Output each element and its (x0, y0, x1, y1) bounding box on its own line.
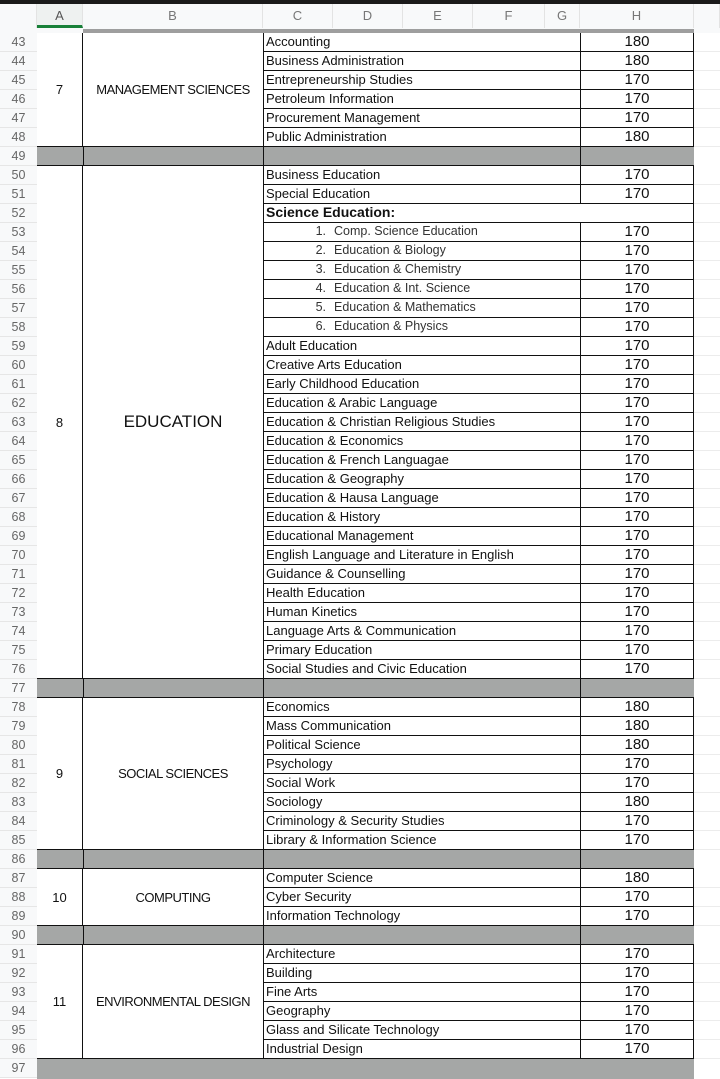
course-cell[interactable]: Fine Arts (263, 983, 581, 1002)
row-number[interactable]: 91 (0, 945, 37, 964)
gridline (694, 393, 720, 394)
row-number[interactable]: 93 (0, 983, 37, 1002)
score-cell[interactable]: 170 (581, 299, 694, 318)
score-cell[interactable]: 170 (581, 641, 694, 660)
row-number[interactable]: 63 (0, 413, 37, 432)
course-cell[interactable] (263, 261, 581, 280)
column-header-b[interactable]: B (83, 4, 263, 28)
course-cell[interactable]: Social Work (263, 774, 581, 793)
cell-border (580, 147, 581, 166)
gridline (694, 830, 720, 831)
gridline (694, 1001, 720, 1002)
cell-border (83, 679, 84, 698)
course-cell[interactable]: Public Administration (263, 128, 581, 147)
row-number[interactable]: 74 (0, 622, 37, 641)
row-number[interactable]: 72 (0, 584, 37, 603)
course-cell[interactable]: Education & French Languagae (263, 451, 581, 470)
score-cell[interactable]: 170 (581, 812, 694, 831)
score-cell[interactable]: 170 (581, 1021, 694, 1040)
cell-border (83, 147, 84, 166)
gridline (694, 526, 720, 527)
row-number[interactable]: 87 (0, 869, 37, 888)
column-header-h[interactable]: H (580, 4, 694, 28)
course-cell[interactable]: Mass Communication (263, 717, 581, 736)
course-cell[interactable]: Building (263, 964, 581, 983)
gridline (694, 621, 720, 622)
row-number[interactable]: 78 (0, 698, 37, 717)
course-name: Education & Physics (334, 319, 448, 333)
gridline (694, 849, 720, 850)
score-cell[interactable]: 170 (581, 831, 694, 850)
row-number[interactable]: 55 (0, 261, 37, 280)
score-cell[interactable]: 170 (581, 755, 694, 774)
row-number[interactable]: 88 (0, 888, 37, 907)
column-header-e[interactable]: E (403, 4, 473, 28)
score-cell[interactable]: 180 (581, 793, 694, 812)
gridline (694, 773, 720, 774)
gridline (694, 811, 720, 812)
row-number[interactable]: 76 (0, 660, 37, 679)
faculty-name-cell[interactable]: EDUCATION (83, 166, 264, 679)
faculty-name-cell[interactable]: COMPUTING (83, 869, 264, 926)
row-number[interactable]: 89 (0, 907, 37, 926)
column-header-d[interactable]: D (333, 4, 403, 28)
course-cell[interactable] (263, 223, 581, 242)
row-number[interactable]: 46 (0, 90, 37, 109)
gridline (694, 602, 720, 603)
gridline (694, 51, 720, 52)
cell-border (263, 679, 264, 698)
gridline (694, 222, 720, 223)
score-cell[interactable]: 170 (581, 622, 694, 641)
course-cell[interactable]: Sociology (263, 793, 581, 812)
gridline (694, 1058, 720, 1059)
score-cell[interactable]: 170 (581, 318, 694, 337)
row-number[interactable]: 84 (0, 812, 37, 831)
faculty-name-cell[interactable]: MANAGEMENT SCIENCES (83, 33, 264, 147)
course-cell[interactable]: Political Science (263, 736, 581, 755)
gridline (694, 963, 720, 964)
column-header-f[interactable]: F (473, 4, 545, 28)
row-number[interactable]: 68 (0, 508, 37, 527)
course-cell[interactable]: Health Education (263, 584, 581, 603)
cell-border (263, 926, 264, 945)
score-cell[interactable]: 170 (581, 280, 694, 299)
gridline (694, 982, 720, 983)
course-cell[interactable]: Education & Hausa Language (263, 489, 581, 508)
score-cell[interactable]: 170 (581, 1002, 694, 1021)
gridline (694, 184, 720, 185)
gridline (694, 108, 720, 109)
course-cell[interactable] (263, 280, 581, 299)
score-cell[interactable]: 170 (581, 660, 694, 679)
score-cell[interactable]: 170 (581, 546, 694, 565)
row-number[interactable]: 79 (0, 717, 37, 736)
gridline (694, 792, 720, 793)
group-number-cell[interactable]: 11 (37, 945, 83, 1059)
score-cell[interactable]: 170 (581, 337, 694, 356)
score-cell[interactable]: 170 (581, 375, 694, 394)
course-cell[interactable]: Early Childhood Education (263, 375, 581, 394)
group-number-cell[interactable]: 9 (37, 698, 83, 850)
course-cell[interactable]: Criminology & Security Studies (263, 812, 581, 831)
gridline (694, 1039, 720, 1040)
gridline (694, 754, 720, 755)
gridline (694, 488, 720, 489)
score-cell[interactable]: 180 (581, 698, 694, 717)
gridline (694, 1020, 720, 1021)
row-number[interactable]: 60 (0, 356, 37, 375)
course-name: Comp. Science Education (334, 224, 478, 238)
separator-row[interactable] (37, 679, 694, 698)
score-cell[interactable]: 170 (581, 508, 694, 527)
row-number[interactable]: 80 (0, 736, 37, 755)
row-number[interactable]: 50 (0, 166, 37, 185)
course-cell[interactable]: Geography (263, 1002, 581, 1021)
list-index: 4. (315, 281, 326, 295)
gridline (694, 146, 720, 147)
course-cell[interactable]: Guidance & Counselling (263, 565, 581, 584)
course-cell[interactable]: Creative Arts Education (263, 356, 581, 375)
cell-border (580, 679, 581, 698)
course-name: Education & Biology (334, 243, 446, 257)
score-cell[interactable]: 170 (581, 166, 694, 185)
course-cell[interactable]: Adult Education (263, 337, 581, 356)
score-cell[interactable]: 170 (581, 470, 694, 489)
score-cell[interactable]: 180 (581, 33, 694, 52)
score-cell[interactable]: 170 (581, 907, 694, 926)
row-number[interactable]: 73 (0, 603, 37, 622)
course-cell[interactable]: Psychology (263, 755, 581, 774)
gridline (694, 412, 720, 413)
column-header-g[interactable]: G (545, 4, 580, 28)
row-number[interactable]: 43 (0, 33, 37, 52)
course-cell[interactable]: Computer Science (263, 869, 581, 888)
separator-row[interactable] (37, 147, 694, 166)
score-cell[interactable]: 170 (581, 261, 694, 280)
column-header-c[interactable]: C (263, 4, 333, 28)
score-cell[interactable]: 180 (581, 52, 694, 71)
score-cell[interactable]: 170 (581, 356, 694, 375)
faculty-name-cell[interactable]: SOCIAL SCIENCES (83, 698, 264, 850)
row-number[interactable]: 52 (0, 204, 37, 223)
gridline (694, 279, 720, 280)
row-number[interactable]: 54 (0, 242, 37, 261)
score-cell[interactable]: 170 (581, 223, 694, 242)
row-number[interactable]: 44 (0, 52, 37, 71)
row-number[interactable]: 53 (0, 223, 37, 242)
row-number[interactable]: 85 (0, 831, 37, 850)
gridline (694, 203, 720, 204)
row-number[interactable]: 59 (0, 337, 37, 356)
row-number[interactable]: 83 (0, 793, 37, 812)
score-cell[interactable]: 180 (581, 717, 694, 736)
gridline (694, 507, 720, 508)
gridline (694, 925, 720, 926)
course-cell[interactable]: Educational Management (263, 527, 581, 546)
gridline (694, 336, 720, 337)
course-cell[interactable]: English Language and Literature in English (263, 546, 581, 565)
score-cell[interactable]: 170 (581, 1040, 694, 1059)
score-cell[interactable]: 180 (581, 869, 694, 888)
gridline (694, 241, 720, 242)
column-header-a[interactable]: A (37, 4, 83, 28)
gridline (694, 545, 720, 546)
course-cell[interactable]: Business Education (263, 166, 581, 185)
score-cell[interactable]: 170 (581, 242, 694, 261)
course-cell[interactable]: Accounting (263, 33, 581, 52)
gridline (694, 564, 720, 565)
course-cell[interactable]: Cyber Security (263, 888, 581, 907)
gridline (694, 298, 720, 299)
course-name: Education & Chemistry (334, 262, 462, 276)
row-number[interactable]: 81 (0, 755, 37, 774)
row-number[interactable]: 49 (0, 147, 37, 166)
row-number[interactable]: 75 (0, 641, 37, 660)
course-cell[interactable]: Industrial Design (263, 1040, 581, 1059)
row-number[interactable]: 86 (0, 850, 37, 869)
gridline (694, 374, 720, 375)
list-index: 1. (315, 224, 326, 238)
course-cell[interactable]: Education & History (263, 508, 581, 527)
score-cell[interactable]: 170 (581, 983, 694, 1002)
row-number[interactable]: 82 (0, 774, 37, 793)
gridline (694, 716, 720, 717)
course-cell[interactable]: Library & Information Science (263, 831, 581, 850)
gridline (694, 659, 720, 660)
row-number[interactable]: 61 (0, 375, 37, 394)
score-cell[interactable]: 170 (581, 185, 694, 204)
row-number[interactable]: 77 (0, 679, 37, 698)
group-number-cell[interactable]: 10 (37, 869, 83, 926)
score-cell[interactable]: 170 (581, 774, 694, 793)
row-number[interactable]: 58 (0, 318, 37, 337)
course-cell[interactable]: Glass and Silicate Technology (263, 1021, 581, 1040)
list-index: 5. (315, 300, 326, 314)
course-cell[interactable]: Education & Arabic Language (263, 394, 581, 413)
group-number-cell[interactable]: 8 (37, 166, 83, 679)
score-cell[interactable]: 170 (581, 603, 694, 622)
score-cell[interactable]: 170 (581, 489, 694, 508)
course-cell[interactable]: Economics (263, 698, 581, 717)
course-cell[interactable]: Language Arts & Communication (263, 622, 581, 641)
separator-row[interactable] (37, 926, 694, 945)
gridline (694, 583, 720, 584)
gridline (694, 450, 720, 451)
gridline (694, 431, 720, 432)
course-cell[interactable]: Special Education (263, 185, 581, 204)
course-cell[interactable]: Education & Christian Religious Studies (263, 413, 581, 432)
list-index: 2. (315, 243, 326, 257)
score-cell[interactable]: 170 (581, 413, 694, 432)
cell-border (263, 850, 264, 869)
row-number[interactable]: 96 (0, 1040, 37, 1059)
row-number[interactable]: 67 (0, 489, 37, 508)
cell-border (263, 147, 264, 166)
score-cell[interactable]: 170 (581, 964, 694, 983)
course-cell[interactable]: Social Studies and Civic Education (263, 660, 581, 679)
column-header-i[interactable] (694, 4, 720, 28)
course-cell[interactable]: Education & Economics (263, 432, 581, 451)
score-cell[interactable]: 170 (581, 71, 694, 90)
row-number[interactable]: 48 (0, 128, 37, 147)
row-number[interactable]: 70 (0, 546, 37, 565)
course-cell[interactable]: Primary Education (263, 641, 581, 660)
gridline (694, 317, 720, 318)
course-cell[interactable] (263, 242, 581, 261)
row-number[interactable]: 65 (0, 451, 37, 470)
row-number[interactable]: 51 (0, 185, 37, 204)
row-number[interactable]: 71 (0, 565, 37, 584)
score-cell[interactable]: 170 (581, 109, 694, 128)
course-cell[interactable]: Architecture (263, 945, 581, 964)
gridline (694, 640, 720, 641)
row-number[interactable]: 57 (0, 299, 37, 318)
course-cell[interactable]: Entrepreneurship Studies (263, 71, 581, 90)
faculty-name-cell[interactable]: ENVIRONMENTAL DESIGN (83, 945, 264, 1059)
score-cell[interactable]: 170 (581, 90, 694, 109)
row-number[interactable]: 92 (0, 964, 37, 983)
score-cell[interactable]: 170 (581, 888, 694, 907)
score-cell[interactable]: 170 (581, 451, 694, 470)
gridline (694, 89, 720, 90)
row-number[interactable]: 95 (0, 1021, 37, 1040)
separator-row[interactable] (37, 850, 694, 869)
course-cell[interactable]: Business Administration (263, 52, 581, 71)
row-number[interactable]: 97 (0, 1059, 37, 1078)
gridline (694, 906, 720, 907)
row-number[interactable]: 90 (0, 926, 37, 945)
course-name: Education & Int. Science (334, 281, 471, 295)
gridline (694, 735, 720, 736)
separator-row[interactable] (37, 1059, 694, 1079)
gridline (694, 469, 720, 470)
score-cell[interactable]: 170 (581, 432, 694, 451)
row-number[interactable]: 69 (0, 527, 37, 546)
course-cell[interactable]: Human Kinetics (263, 603, 581, 622)
cell-border (83, 850, 84, 869)
score-cell[interactable]: 170 (581, 394, 694, 413)
course-cell[interactable]: Education & Geography (263, 470, 581, 489)
course-cell[interactable] (263, 318, 581, 337)
score-cell[interactable]: 170 (581, 527, 694, 546)
row-number[interactable]: 66 (0, 470, 37, 489)
score-cell[interactable]: 170 (581, 945, 694, 964)
score-cell[interactable]: 180 (581, 736, 694, 755)
course-cell[interactable] (263, 299, 581, 318)
row-number[interactable]: 45 (0, 71, 37, 90)
course-cell[interactable]: Information Technology (263, 907, 581, 926)
course-name: Education & Mathematics (334, 300, 476, 314)
row-number[interactable]: 47 (0, 109, 37, 128)
row-number[interactable]: 56 (0, 280, 37, 299)
score-cell[interactable]: 180 (581, 128, 694, 147)
row-number[interactable]: 64 (0, 432, 37, 451)
gridline (694, 260, 720, 261)
gridline (694, 678, 720, 679)
course-section-header[interactable]: Science Education: (263, 204, 694, 223)
gridline (694, 887, 720, 888)
cell-border (83, 926, 84, 945)
list-index: 3. (315, 262, 326, 276)
cell-border (580, 850, 581, 869)
group-number-cell[interactable]: 7 (37, 33, 83, 147)
row-number[interactable]: 94 (0, 1002, 37, 1021)
select-all-corner[interactable] (0, 4, 37, 28)
gridline (694, 355, 720, 356)
list-index: 6. (315, 319, 326, 333)
course-cell[interactable]: Procurement Management (263, 109, 581, 128)
score-cell[interactable]: 170 (581, 565, 694, 584)
gridline (694, 127, 720, 128)
row-number[interactable]: 62 (0, 394, 37, 413)
cell-border (580, 926, 581, 945)
score-cell[interactable]: 170 (581, 584, 694, 603)
course-cell[interactable]: Petroleum Information (263, 90, 581, 109)
gridline (694, 70, 720, 71)
